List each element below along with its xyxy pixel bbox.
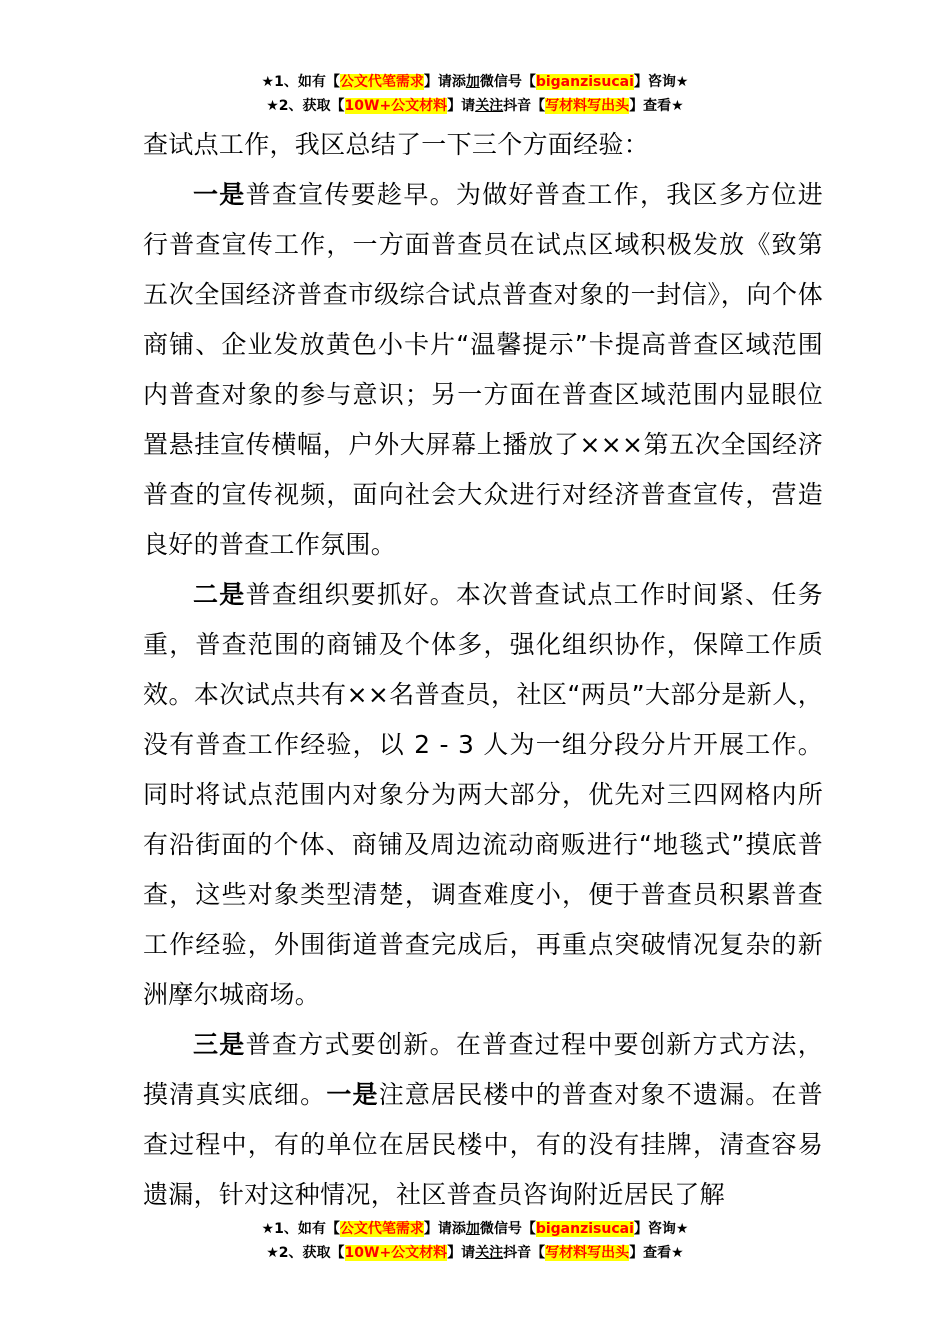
paragraph-text: 普查组织要抓好。本次普查试点工作时间紧、任务重，普查范围的商铺及个体多，强化组织协作，保障工作质效。本次试点共有××名普查员，社区“两员”大部分是新人，没有普查工作经验，以 2 - 3 人为一组分段分片开展工作。同时将试点范围内对象分为两大部分，优先对三四网格内所有沿街面的个体、商铺及周边流动商贩进行“地毯式”摸底普查，这些对象类型清楚，调查难度小，便于普查员积累普查工作经验，外围街道普查完成后，再重点突破情况复杂的新洲摩尔城商场。 <box>143 580 823 1009</box>
promo-text: 】查看★ <box>629 98 684 114</box>
promo-banner-top <box>0 70 950 118</box>
promo-line-2 <box>0 94 950 118</box>
promo-underline: 关注 <box>475 98 504 114</box>
promo-text: 抖音【 <box>503 1245 546 1261</box>
promo-highlight: biganzisucai <box>535 74 634 90</box>
promo-text: 】查看★ <box>629 1245 684 1261</box>
paragraph-second <box>143 570 823 1020</box>
promo-underline: 关注 <box>475 1245 504 1261</box>
promo-line-2 <box>0 1241 950 1265</box>
paragraph-lead: 一是 <box>193 180 246 209</box>
promo-highlight: biganzisucai <box>535 1221 634 1237</box>
promo-text: ★1、如有【 <box>261 1221 340 1237</box>
promo-line-1 <box>0 1217 950 1241</box>
promo-line-1 <box>0 70 950 94</box>
promo-highlight: 公文代笔需求 <box>339 1221 424 1237</box>
promo-text: 】请 <box>447 1245 476 1261</box>
promo-highlight: 公文代笔需求 <box>339 74 424 90</box>
promo-text: 微信号【 <box>479 1221 536 1237</box>
paragraph-text: 注意居民楼中的普查对象不遗漏。在普查过程中，有的单位在居民楼中，有的没有挂牌，清查容易遗漏，针对这种情况，社区普查员咨询附近居民了解 <box>143 1080 823 1209</box>
promo-highlight: 写材料写出头 <box>545 1245 630 1261</box>
promo-highlight: 写材料写出头 <box>545 98 630 114</box>
promo-text: 】咨询★ <box>633 1221 689 1237</box>
promo-text: ★1、如有【 <box>261 74 340 90</box>
paragraph-third <box>143 1020 823 1220</box>
promo-text: 微信号【 <box>479 74 536 90</box>
paragraph-text: 普查方式要创新。在普查过程中要创新方式方法，摸清真实底细。 <box>143 1030 823 1109</box>
paragraph-lead: 二是 <box>193 580 246 609</box>
document-body <box>143 120 823 1220</box>
promo-banner-bottom <box>0 1217 950 1265</box>
paragraph-first <box>143 170 823 570</box>
paragraph-intro <box>143 120 823 170</box>
promo-text: 抖音【 <box>503 98 546 114</box>
promo-underline: 加 <box>465 74 480 90</box>
promo-highlight: 10W+公文材料 <box>344 1245 448 1261</box>
promo-highlight: 10W+公文材料 <box>344 98 448 114</box>
paragraph-lead: 三是 <box>193 1030 246 1059</box>
promo-text: 】请添 <box>423 1221 466 1237</box>
promo-text: 】请添 <box>423 74 466 90</box>
promo-underline: 加 <box>465 1221 480 1237</box>
paragraph-text: 普查宣传要趁早。为做好普查工作，我区多方位进行普查宣传工作，一方面普查员在试点区域积极发放《致第五次全国经济普查市级综合试点普查对象的一封信》，向个体商铺、企业发放黄色小卡片“温馨提示”卡提高普查区域范围内普查对象的参与意识；另一方面在普查区域范围内显眼位置悬挂宣传横幅，户外大屏幕上播放了×××第五次全国经济普查的宣传视频，面向社会大众进行对经济普查宣传，营造良好的普查工作氛围。 <box>143 180 823 559</box>
paragraph-text: 查试点工作，我区总结了一下三个方面经验： <box>143 130 650 159</box>
promo-text: ★2、获取【 <box>266 98 345 114</box>
paragraph-sublead: 一是 <box>326 1080 379 1109</box>
promo-text: 】咨询★ <box>633 74 689 90</box>
promo-text: 】请 <box>447 98 476 114</box>
promo-text: ★2、获取【 <box>266 1245 345 1261</box>
